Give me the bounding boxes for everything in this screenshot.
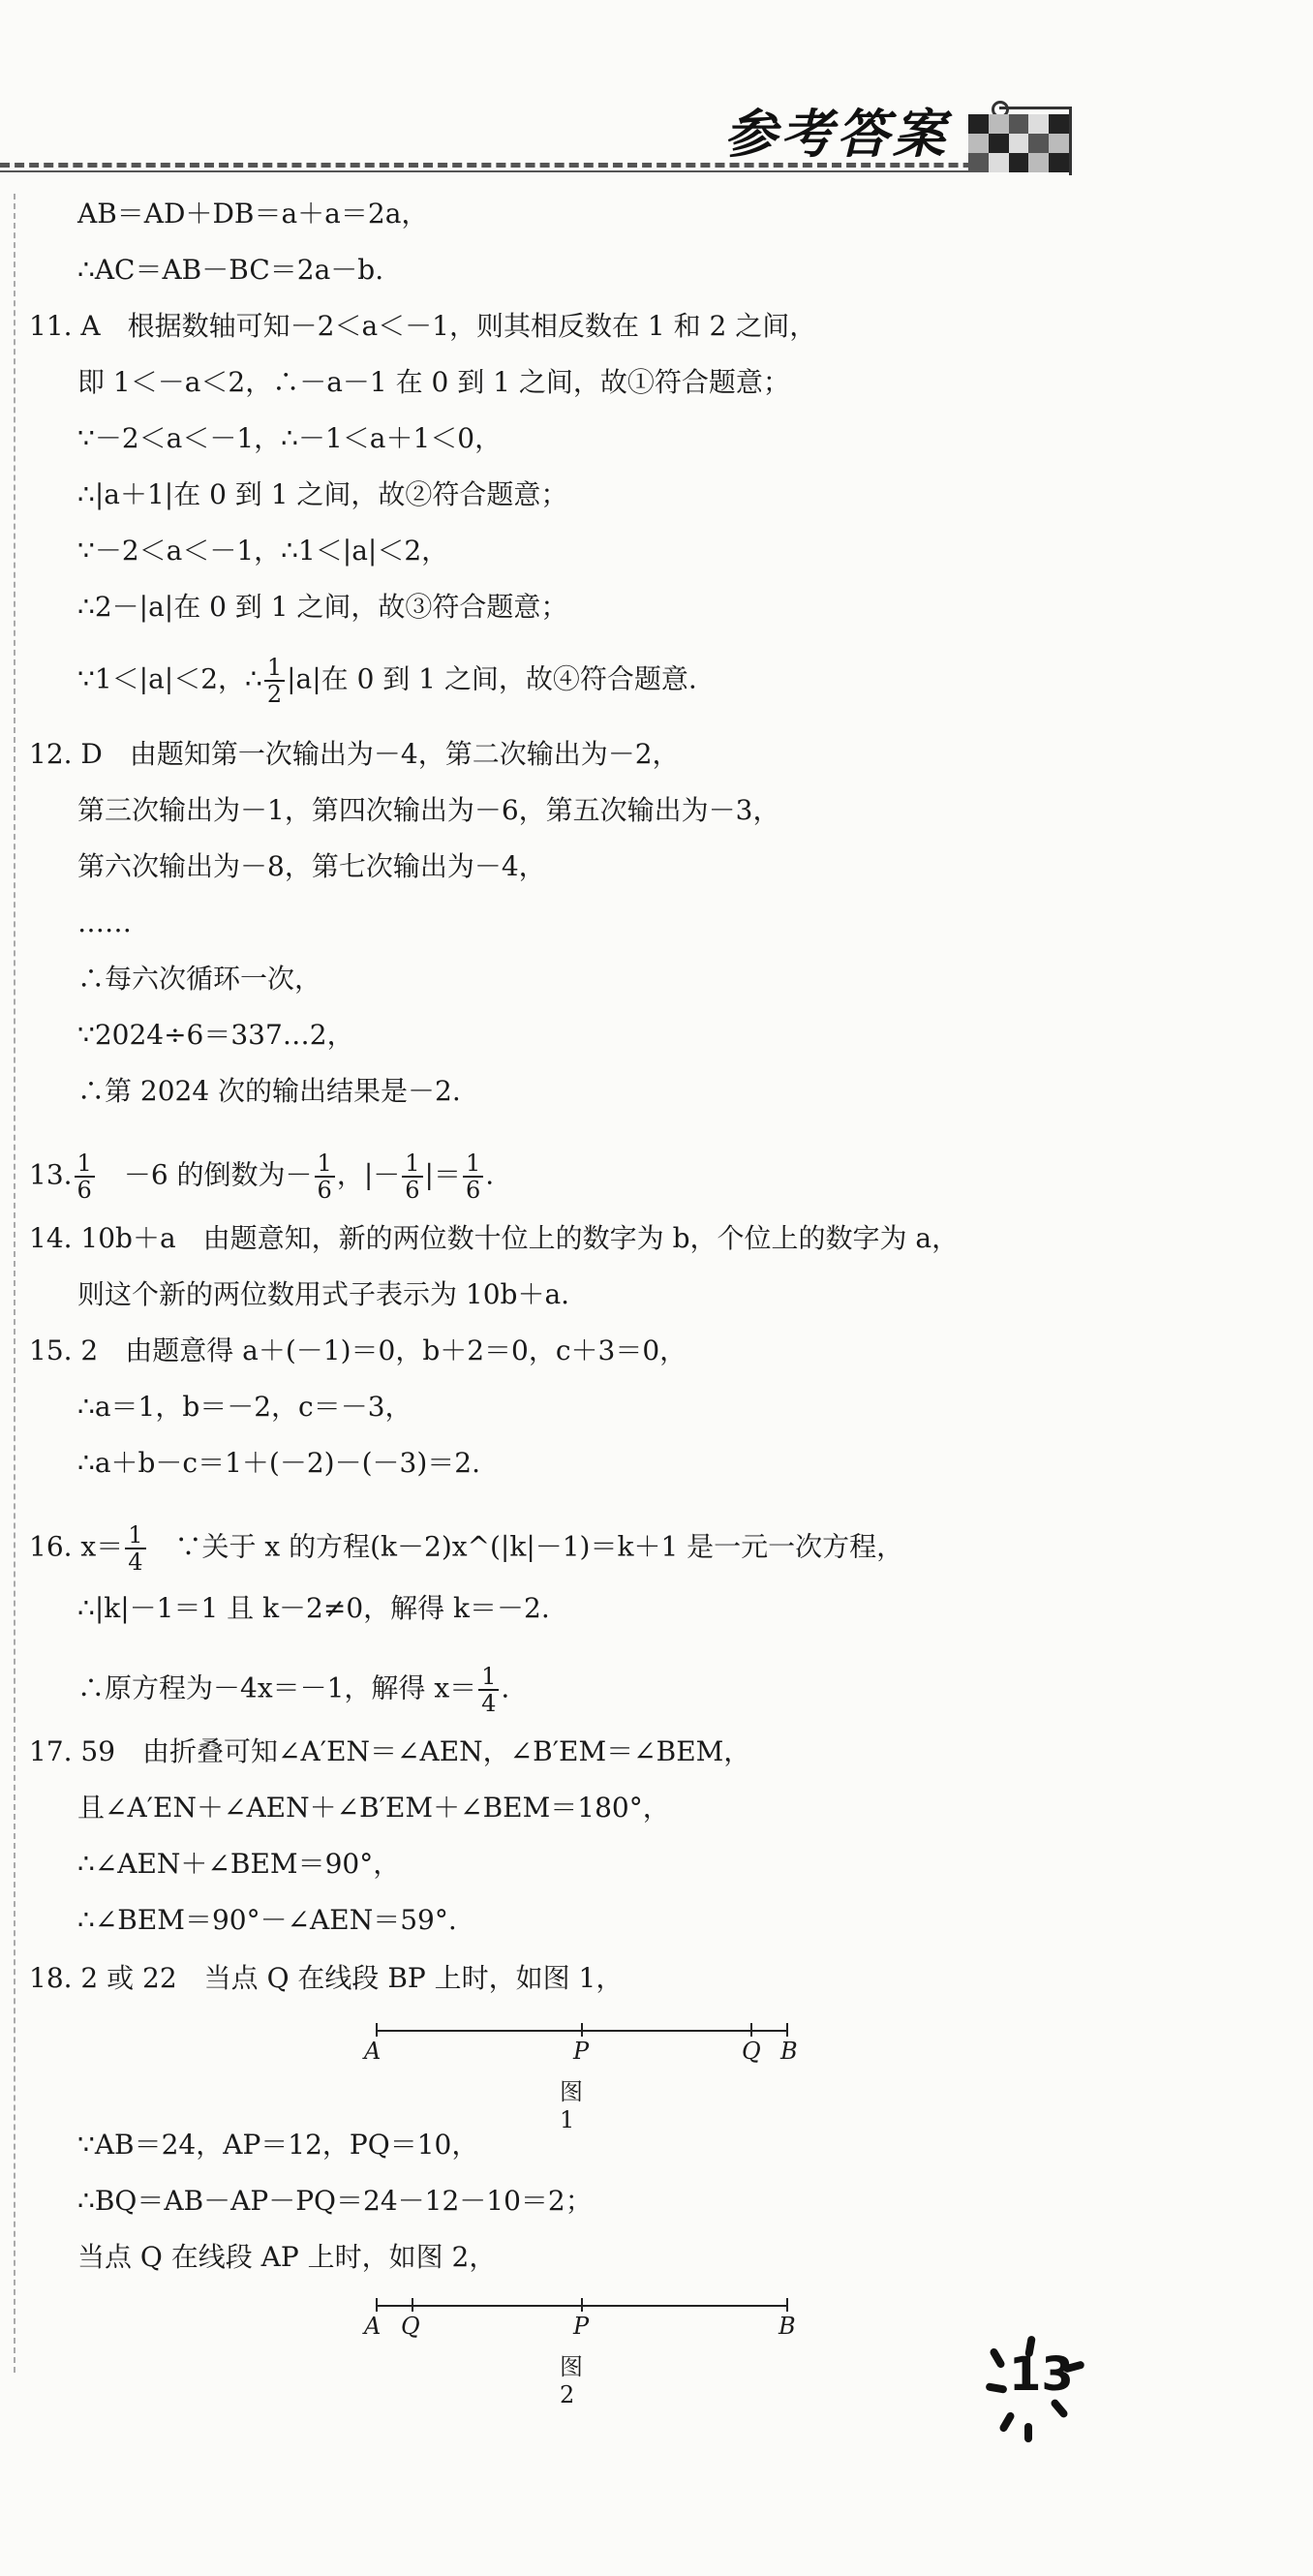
tick-mark xyxy=(412,2298,413,2312)
denominator: 2 xyxy=(266,681,283,708)
figure-caption: 图 1 xyxy=(560,2078,583,2133)
numerator: 1 xyxy=(315,1150,335,1178)
point-label: Q xyxy=(742,2038,761,2065)
text-line: ∴|a＋1|在 0 到 1 之间，故②符合题意； xyxy=(77,478,568,510)
text-line: 即 1＜－a＜2，∴－a－1 在 0 到 1 之间，故①符合题意； xyxy=(77,366,790,398)
numerator: 1 xyxy=(75,1150,95,1178)
page-number: 13 xyxy=(1009,2347,1074,2402)
point-label: B xyxy=(779,2313,796,2340)
text-line: ∵2024÷6＝337…2， xyxy=(77,1019,354,1051)
answer-15: 15. 2 由题意得 a＋(－1)＝0，b＋2＝0，c＋3＝0， xyxy=(29,1334,687,1366)
margin-rule xyxy=(14,194,15,2373)
text-line-with-fraction xyxy=(77,655,697,707)
denominator: 6 xyxy=(76,1177,92,1204)
fraction xyxy=(402,1150,422,1203)
text-segment: ∵1＜|a|＜2，∴ xyxy=(77,662,262,695)
text-line: ∴∠BEM＝90°－∠AEN＝59°. xyxy=(77,1904,457,1936)
text-line: 当点 Q 在线段 AP 上时，如图 2， xyxy=(77,2241,497,2273)
tick-mark xyxy=(581,2298,583,2312)
answer-14: 14. 10b＋a 由题意知，新的两位数十位上的数字为 b，个位上的数字为 a， xyxy=(29,1222,960,1254)
text-line: …… xyxy=(77,906,132,938)
text-segment: . xyxy=(501,1671,510,1704)
tick-mark xyxy=(581,2023,583,2037)
tick-mark xyxy=(750,2023,752,2037)
fraction xyxy=(463,1150,483,1203)
text-segment: ，|－ xyxy=(336,1158,401,1191)
text-line: ∵AB＝24，AP＝12，PQ＝10， xyxy=(77,2129,479,2161)
text-line: 则这个新的两位数用式子表示为 10b＋a. xyxy=(77,1278,570,1310)
tick-mark xyxy=(376,2298,378,2312)
text-line: ∴AC＝AB－BC＝2a－b. xyxy=(77,254,384,286)
denominator: 6 xyxy=(465,1177,481,1204)
point-label: P xyxy=(573,2313,590,2340)
tick-mark xyxy=(786,2298,788,2312)
answer-11: 11. A 根据数轴可知－2＜a＜－1，则其相反数在 1 和 2 之间， xyxy=(29,310,817,342)
text-line: 且∠A′EN＋∠AEN＋∠B′EM＋∠BEM＝180°， xyxy=(77,1792,670,1824)
text-line: ∵－2＜a＜－1，∴－1＜a＋1＜0， xyxy=(77,422,503,454)
answer-13 xyxy=(29,1150,494,1203)
tick-mark xyxy=(376,2023,378,2037)
denominator: 4 xyxy=(128,1549,143,1576)
checker-decoration xyxy=(968,114,1069,172)
denominator: 6 xyxy=(405,1177,420,1204)
text-segment: |a|在 0 到 1 之间，故④符合题意. xyxy=(287,662,697,695)
text-line: 第三次输出为－1，第四次输出为－6，第五次输出为－3， xyxy=(77,794,780,826)
point-label: B xyxy=(780,2038,798,2065)
header-rule xyxy=(0,170,1046,172)
answer-17: 17. 59 由折叠可知∠A′EN＝∠AEN，∠B′EM＝∠BEM， xyxy=(29,1735,751,1767)
fraction xyxy=(478,1664,499,1716)
text-segment: 16. x＝ xyxy=(29,1530,124,1563)
point-label: A xyxy=(364,2313,382,2340)
numerator: 1 xyxy=(264,655,285,682)
text-line: ∴a＋b－c＝1＋(－2)－(－3)＝2. xyxy=(77,1447,480,1479)
text-segment: ∴原方程为－4x＝－1，解得 x＝ xyxy=(77,1671,477,1704)
text-line: 第六次输出为－8，第七次输出为－4， xyxy=(77,850,546,882)
text-line: ∴∠AEN＋∠BEM＝90°， xyxy=(77,1848,401,1880)
answer-16 xyxy=(29,1522,903,1575)
fraction xyxy=(315,1150,335,1203)
answer-12: 12. D 由题知第一次输出为－4，第二次输出为－2， xyxy=(29,738,680,770)
fraction xyxy=(75,1150,95,1203)
fraction xyxy=(125,1522,145,1575)
text-line: ∴BQ＝AB－AP－PQ＝24－12－10＝2； xyxy=(77,2185,593,2217)
tick-mark xyxy=(786,2023,788,2037)
text-segment: |＝ xyxy=(424,1158,461,1191)
text-line: ∴每六次循环一次， xyxy=(77,963,322,995)
page-title: 参考答案 xyxy=(724,103,949,165)
text-segment: . xyxy=(485,1158,495,1191)
text-segment: ∵关于 x 的方程(k－2)x^(|k|－1)＝k＋1 是一元一次方程， xyxy=(147,1530,904,1563)
numerator: 1 xyxy=(125,1522,145,1549)
text-line: ∴a＝1，b＝－2，c＝－3， xyxy=(77,1391,412,1423)
numerator: 1 xyxy=(463,1150,483,1178)
denominator: 4 xyxy=(481,1690,497,1717)
fraction xyxy=(264,655,285,707)
point-label: P xyxy=(573,2038,590,2065)
text-line: ∴第 2024 次的输出结果是－2. xyxy=(77,1075,461,1107)
numerator: 1 xyxy=(402,1150,422,1178)
denominator: 6 xyxy=(317,1177,332,1204)
numerator: 1 xyxy=(478,1664,499,1691)
text-line: ∴2－|a|在 0 到 1 之间，故③符合题意； xyxy=(77,591,568,623)
text-line: AB＝AD＋DB＝a＋a＝2a， xyxy=(77,198,429,230)
text-line: ∵－2＜a＜－1，∴1＜|a|＜2， xyxy=(77,535,449,567)
answer-18: 18. 2 或 22 当点 Q 在线段 BP 上时，如图 1， xyxy=(29,1962,624,1994)
text-segment: 13. xyxy=(29,1158,73,1191)
text-line-with-fraction xyxy=(77,1664,509,1716)
figure-caption: 图 2 xyxy=(560,2353,583,2408)
text-line: ∴|k|－1＝1 且 k－2≠0，解得 k＝－2. xyxy=(77,1592,550,1624)
point-label: A xyxy=(364,2038,382,2065)
point-label: Q xyxy=(401,2313,420,2340)
text-segment: －6 的倒数为－ xyxy=(96,1158,313,1191)
